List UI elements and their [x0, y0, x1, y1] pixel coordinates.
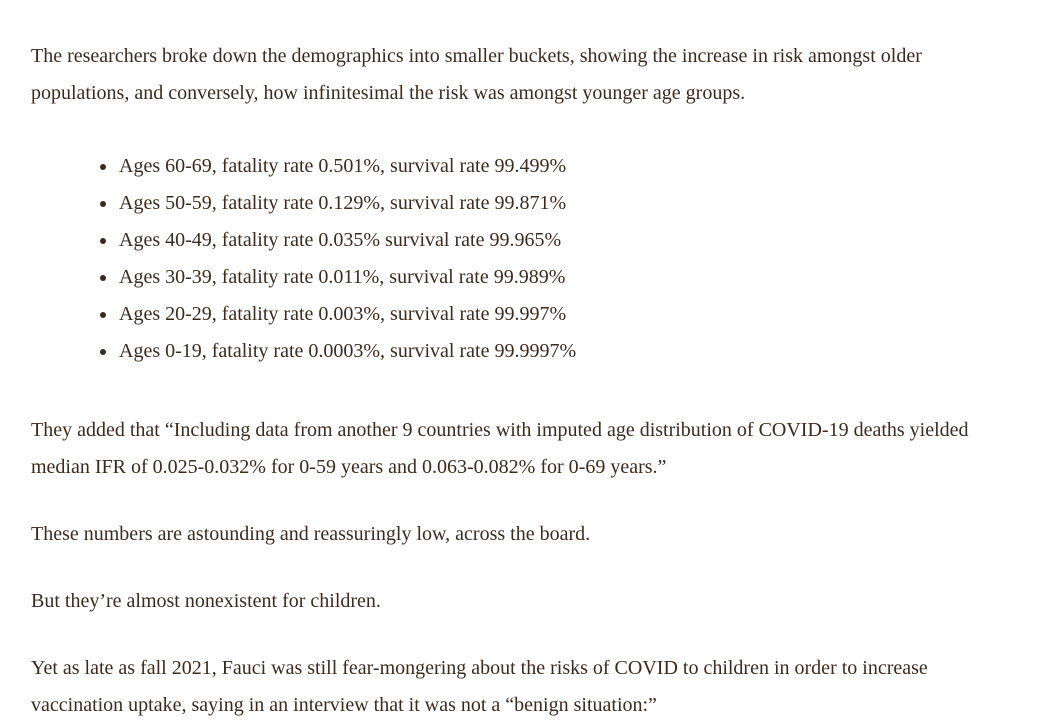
intro-paragraph: The researchers broke down the demographics into smaller buckets, showing the increase in risk amongst older populations, and conversely, how infinitesimal the risk was amongst younger age groups. [31, 45, 922, 104]
quote-paragraph: They added that “Including data from another 9 countries with imputed age distribution of COVID-19 deaths yielded median IFR of 0.025-0.032% for 0-59 years and 0.063-0.082% for 0-69 years.” [31, 419, 969, 478]
list-item-ages-60-69: Ages 60-69, fatality rate 0.501%, survival rate 99.499% [119, 148, 1014, 185]
list-item-ages-50-59: Ages 50-59, fatality rate 0.129%, survival rate 99.871% [119, 185, 1014, 222]
list-item-ages-20-29: Ages 20-29, fatality rate 0.003%, survival rate 99.997% [119, 296, 1014, 333]
children-note-paragraph: But they’re almost nonexistent for children. [31, 590, 381, 612]
list-item-ages-0-19: Ages 0-19, fatality rate 0.0003%, survival rate 99.9997% [119, 333, 1014, 370]
list-item-ages-30-39: Ages 30-39, fatality rate 0.011%, survival rate 99.989% [119, 259, 1014, 296]
list-item-ages-40-49: Ages 40-49, fatality rate 0.035% survival rate 99.965% [119, 222, 1014, 259]
fauci-paragraph: Yet as late as fall 2021, Fauci was still fear-mongering about the risks of COVID to children in order to increase vaccination uptake, saying in an interview that it was not a “benign situation:” [31, 657, 928, 716]
fatality-rate-list [31, 148, 1014, 370]
assessment-paragraph: These numbers are astounding and reassuringly low, across the board. [31, 523, 591, 545]
